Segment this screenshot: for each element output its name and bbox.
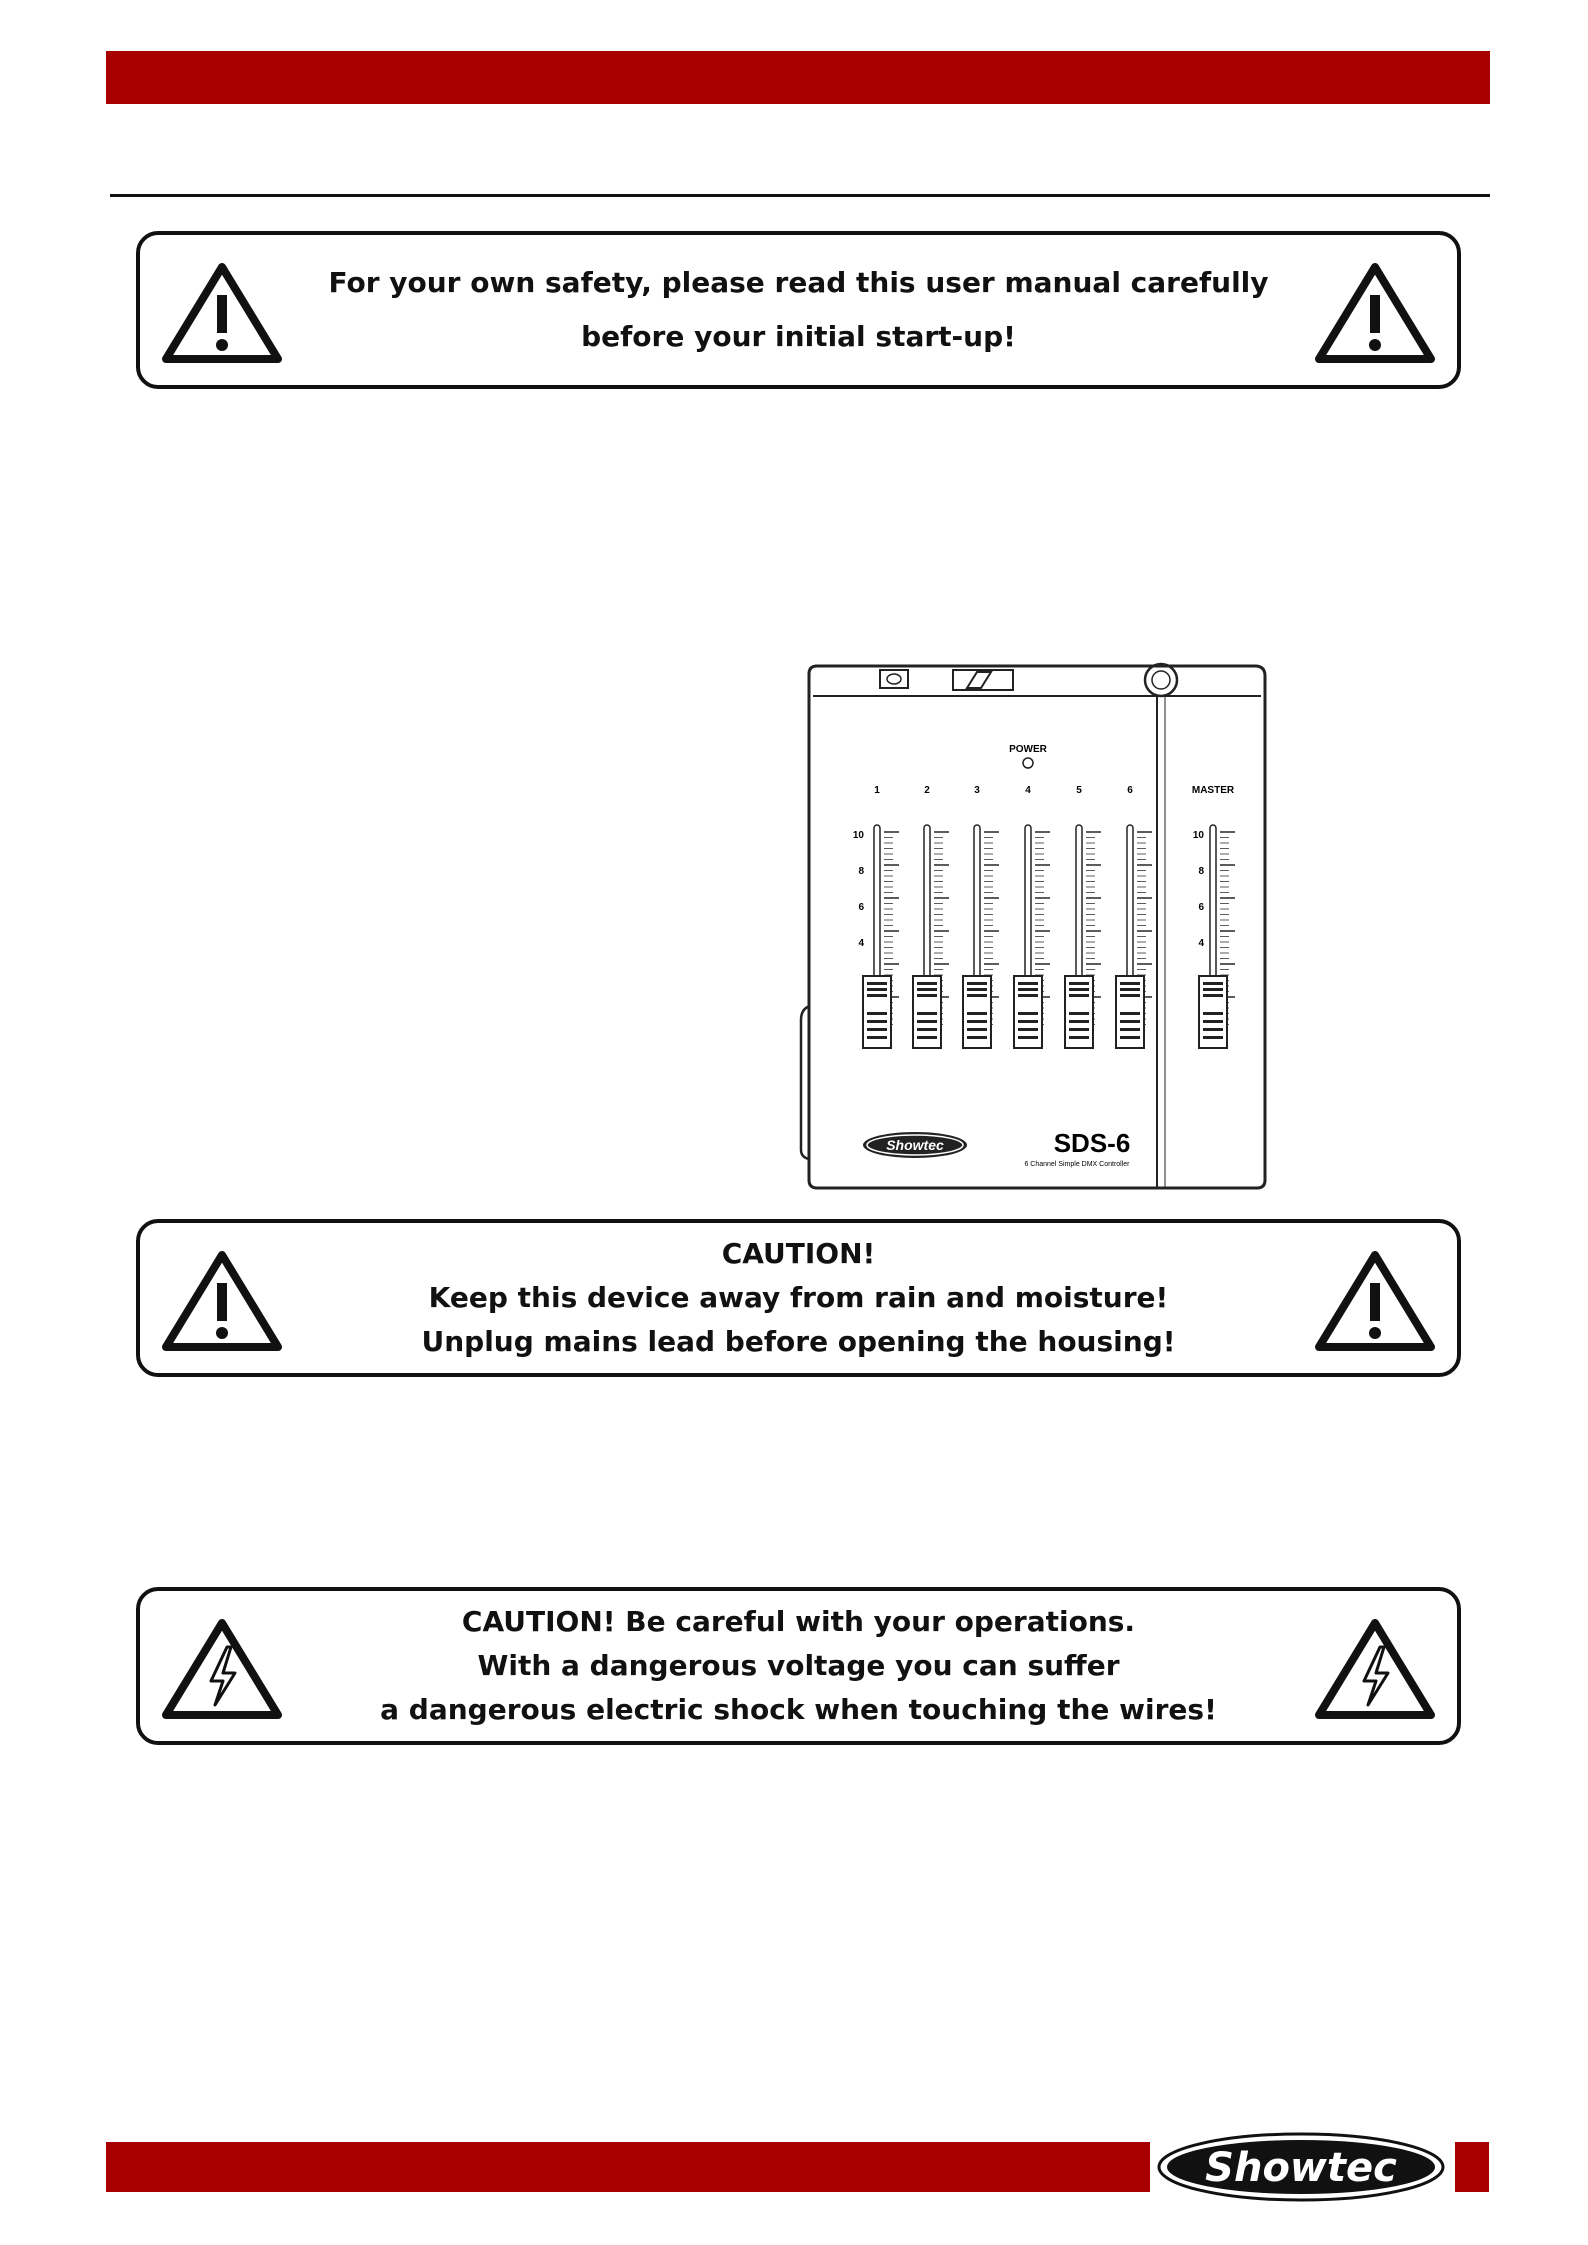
channel-label-1: 1	[874, 785, 880, 796]
device-logo-text: Showtec	[886, 1137, 944, 1153]
model-name: SDS-6	[1053, 1128, 1131, 1158]
high-voltage-triangle-icon	[1314, 1617, 1436, 1721]
warning-triangle-icon	[161, 261, 283, 365]
scale-label: 8	[858, 866, 864, 877]
moisture-caution-line: Keep this device away from rain and moisture!	[428, 1281, 1169, 1314]
safety-notice-text	[300, 235, 1297, 385]
voltage-caution-line: CAUTION! Be careful with your operations.	[461, 1605, 1136, 1638]
footer-bar-end	[1455, 2142, 1489, 2192]
footer-bar	[106, 2142, 1150, 2192]
showtec-device-logo	[863, 1132, 967, 1158]
model-subtitle: 6 Channel Simple DMX Controller	[1024, 1161, 1130, 1168]
scale-label: 4	[858, 938, 864, 949]
safety-notice-line: For your own safety, please read this user manual carefully	[328, 266, 1269, 299]
voltage-caution-line: With a dangerous voltage you can suffer	[477, 1649, 1120, 1682]
warning-triangle-icon	[161, 1249, 283, 1353]
power-label: POWER	[1009, 744, 1047, 755]
scale-label: 6	[1198, 902, 1204, 913]
channel-label-5: 5	[1076, 785, 1082, 796]
channel-label-4: 4	[1025, 785, 1031, 796]
safety-notice-box	[136, 231, 1461, 389]
high-voltage-triangle-icon	[161, 1617, 283, 1721]
channel-label-3: 3	[974, 785, 980, 796]
voltage-caution-text	[300, 1591, 1297, 1741]
channel-label-2: 2	[924, 785, 930, 796]
scale-label: 4	[1198, 938, 1204, 949]
sds-6-device-illustration	[795, 660, 1271, 1192]
scale-label: 10	[852, 830, 864, 841]
showtec-footer-logo	[1155, 2130, 1447, 2204]
scale-label: 10	[1192, 830, 1204, 841]
master-label: MASTER	[1191, 785, 1235, 796]
voltage-caution-line: a dangerous electric shock when touching the wires!	[380, 1693, 1217, 1726]
safety-notice-line: before your initial start-up!	[581, 320, 1016, 353]
channel-label-6: 6	[1127, 785, 1133, 796]
warning-triangle-icon	[1314, 1249, 1436, 1353]
header-rule	[110, 194, 1490, 197]
scale-label: 6	[858, 902, 864, 913]
moisture-caution-line: Unplug mains lead before opening the housing!	[421, 1325, 1176, 1358]
moisture-caution-line: CAUTION!	[721, 1237, 876, 1270]
moisture-caution-box	[136, 1219, 1461, 1377]
warning-triangle-icon	[1314, 261, 1436, 365]
moisture-caution-text	[300, 1223, 1297, 1373]
scale-label: 8	[1198, 866, 1204, 877]
footer-logo-text: Showtec	[1205, 2145, 1397, 2191]
voltage-caution-box	[136, 1587, 1461, 1745]
header-bar	[106, 51, 1490, 104]
